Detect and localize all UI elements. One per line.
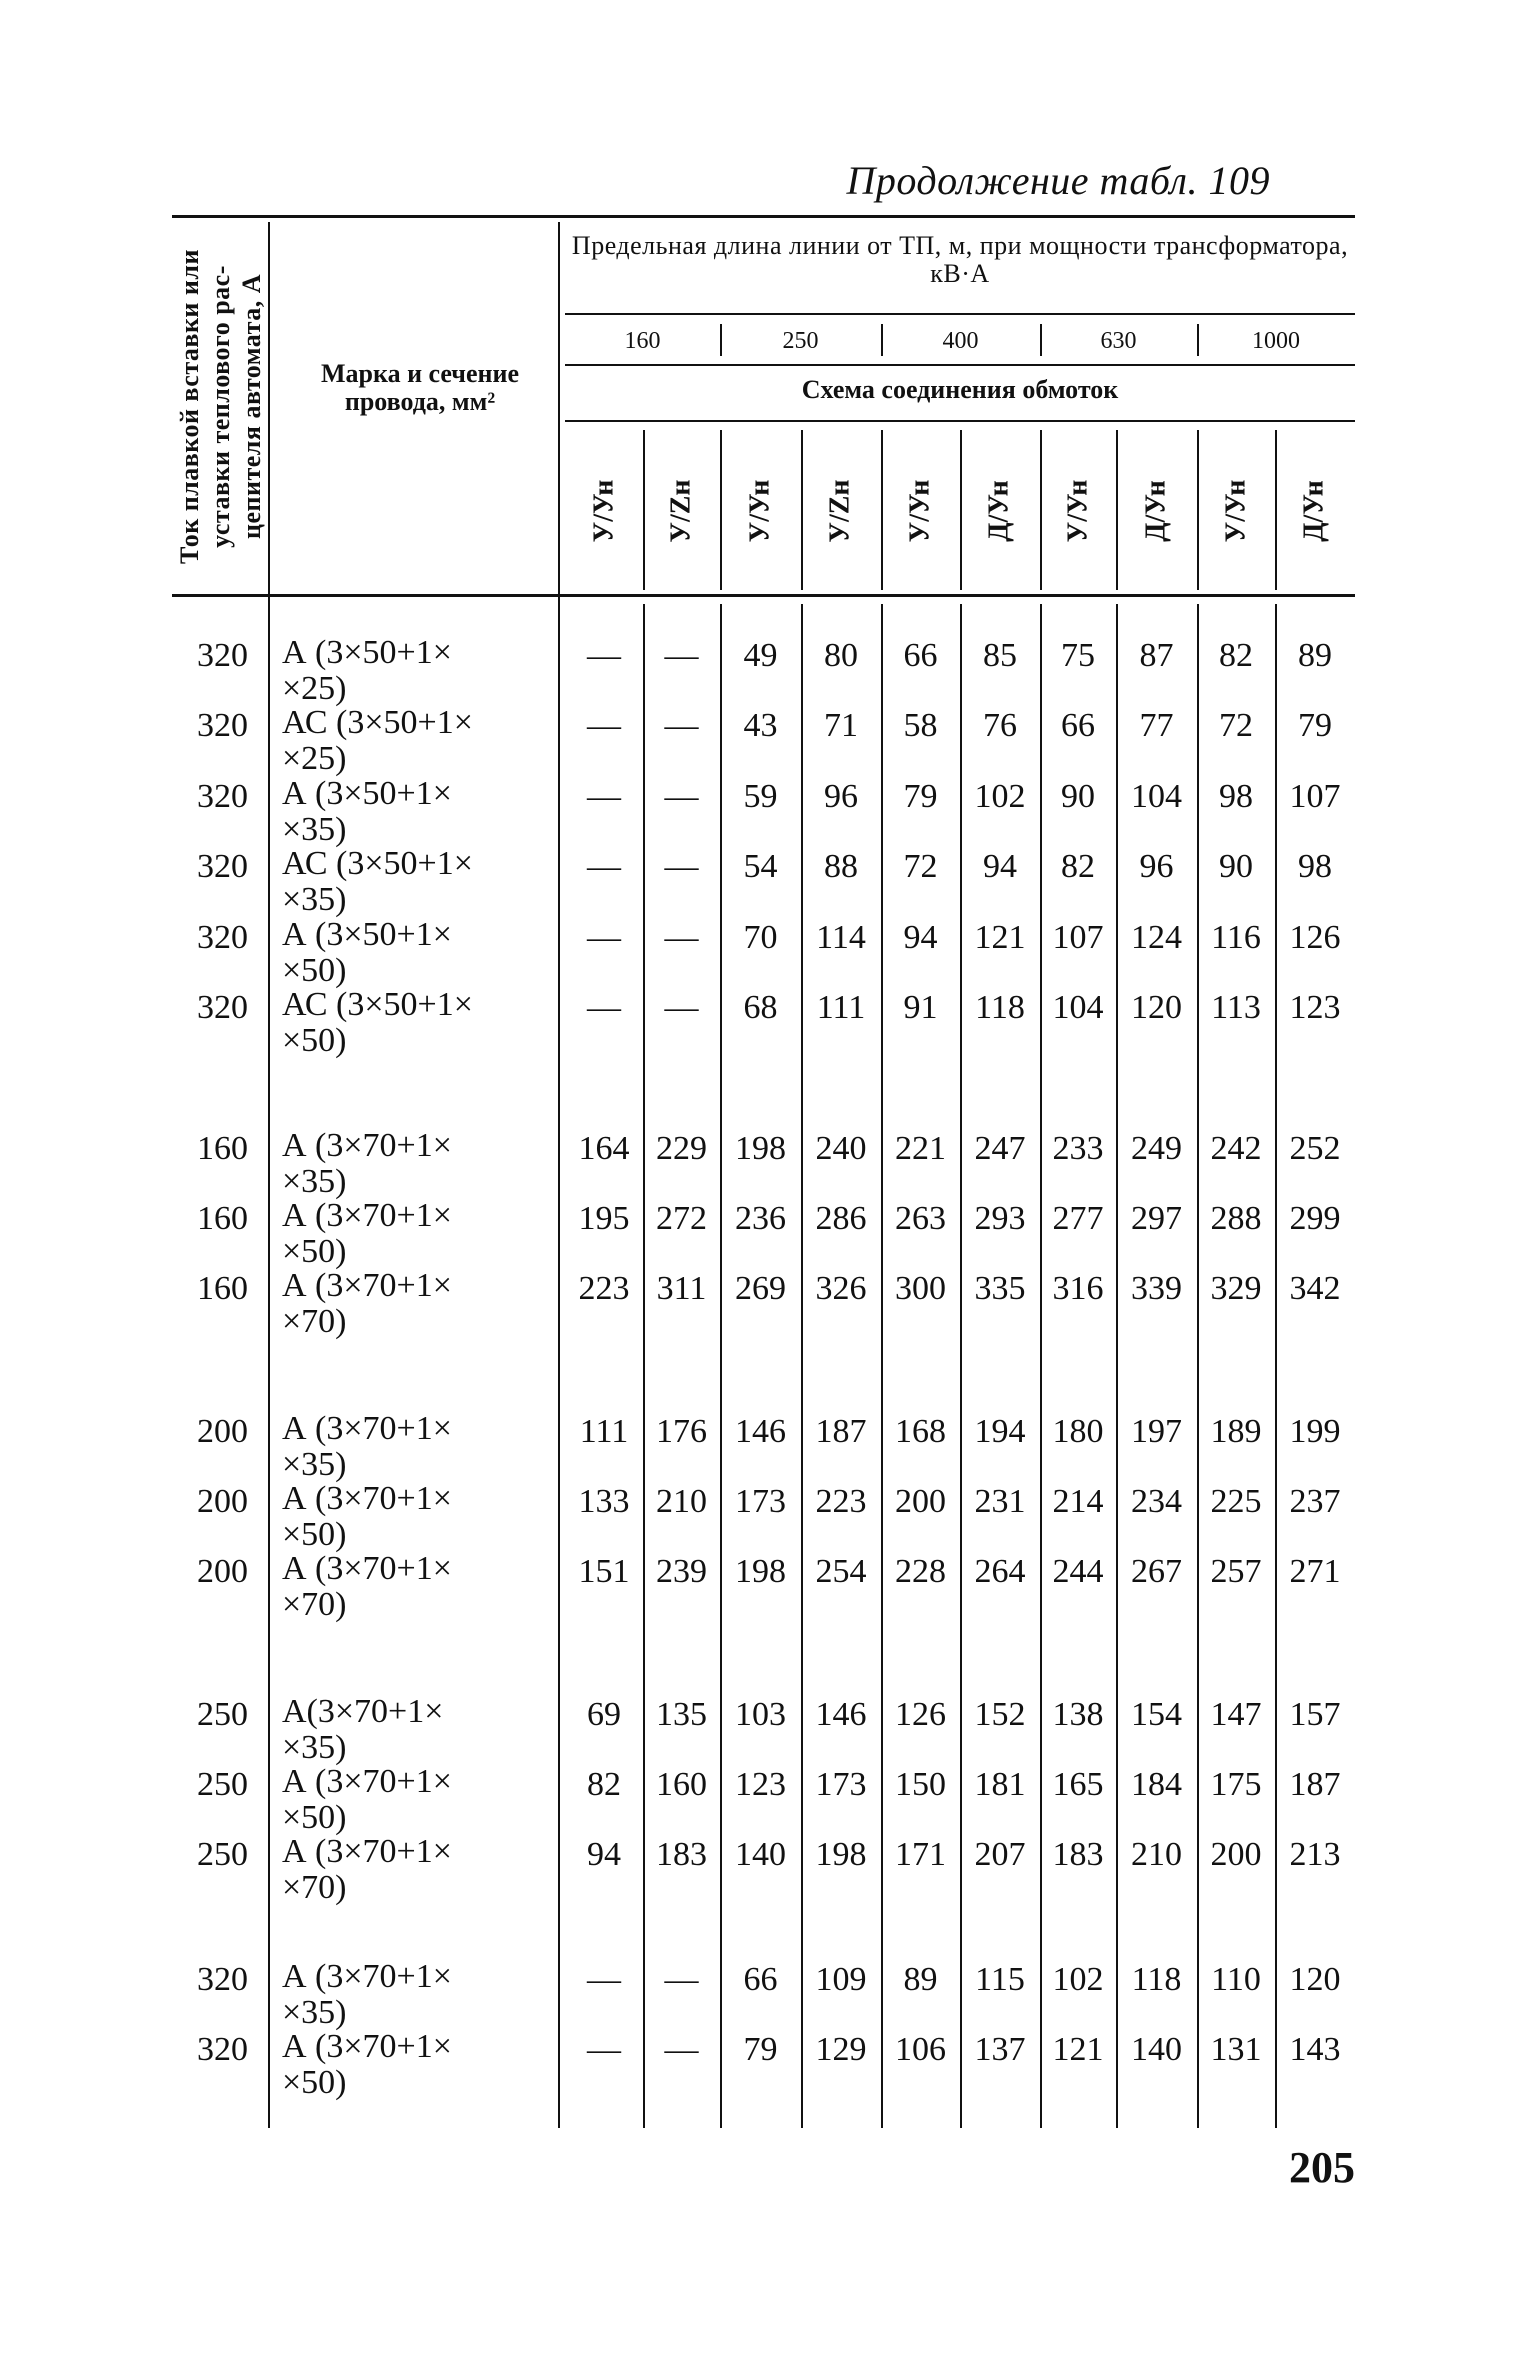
page-number: 205	[1289, 2143, 1355, 2192]
wire-cell: АС (3×50+1× ×35)	[282, 845, 473, 918]
current-cell: 200	[197, 1413, 248, 1450]
grid-line-col-sep	[1116, 604, 1118, 2128]
grid-line-col-sep	[1275, 604, 1277, 2128]
value-cell: 237	[1289, 1483, 1341, 1520]
value-cell: 187	[815, 1413, 867, 1450]
value-cell: 198	[815, 1836, 867, 1873]
value-cell: —	[664, 919, 699, 956]
value-cell: 181	[974, 1766, 1026, 1803]
value-cell: 233	[1052, 1130, 1104, 1167]
grid-line-scheme-sep	[1275, 430, 1277, 590]
value-cell: 59	[743, 778, 778, 815]
value-cell: 183	[1052, 1836, 1104, 1873]
value-cell: 183	[656, 1836, 707, 1873]
value-cell: 131	[1210, 2031, 1262, 2068]
grid-line-power-top	[565, 313, 1355, 315]
grid-line-col-sep	[1197, 604, 1199, 2128]
value-cell: 118	[1131, 1961, 1182, 1998]
value-cell: 126	[1289, 919, 1341, 956]
scheme-header-9: У/Ун	[1220, 479, 1251, 543]
power-header-400: 400	[942, 328, 979, 354]
power-header-630: 630	[1100, 328, 1137, 354]
value-cell: 102	[1052, 1961, 1104, 1998]
value-cell: 207	[974, 1836, 1026, 1873]
value-cell: —	[587, 637, 621, 674]
value-cell: 214	[1052, 1483, 1104, 1520]
value-cell: 85	[983, 637, 1017, 674]
current-cell: 160	[197, 1130, 248, 1167]
value-cell: 146	[815, 1696, 867, 1733]
value-cell: 121	[1052, 2031, 1104, 2068]
value-cell: 200	[895, 1483, 946, 1520]
wire-cell: А (3×70+1× ×35)	[282, 1958, 452, 2031]
value-cell: —	[587, 848, 621, 885]
value-cell: —	[664, 778, 699, 815]
value-cell: 299	[1289, 1200, 1341, 1237]
value-cell: 175	[1210, 1766, 1262, 1803]
value-cell: 311	[656, 1270, 707, 1307]
value-cell: 71	[824, 707, 858, 744]
value-cell: 109	[815, 1961, 867, 1998]
header-bottom-rule	[172, 594, 1355, 597]
value-cell: 210	[1131, 1836, 1182, 1873]
length-group-header: Предельная длина линии от ТП, м, при мощности трансформатора, кВ·А	[571, 231, 1349, 288]
value-cell: 70	[743, 919, 778, 956]
scheme-header-cell	[1116, 432, 1197, 590]
value-cell: 82	[587, 1766, 621, 1803]
value-cell: —	[587, 1961, 621, 1998]
value-cell: 143	[1289, 2031, 1341, 2068]
wire-cell: А (3×70+1× ×70)	[282, 1267, 452, 1340]
scheme-header-4: У/Zн	[824, 479, 856, 543]
value-cell: 195	[578, 1200, 630, 1237]
value-cell: 90	[1061, 778, 1095, 815]
value-cell: 244	[1052, 1553, 1104, 1590]
value-cell: 272	[656, 1200, 707, 1237]
value-cell: 229	[656, 1130, 707, 1167]
value-cell: 82	[1061, 848, 1095, 885]
scheme-header-3: У/Ун	[744, 479, 776, 543]
value-cell: —	[664, 707, 699, 744]
scheme-header-2: У/Zн	[665, 479, 697, 543]
scheme-header-cell	[1197, 432, 1275, 590]
value-cell: 335	[974, 1270, 1026, 1307]
value-cell: 129	[815, 2031, 867, 2068]
grid-line-col-sep	[801, 604, 803, 2128]
value-cell: 96	[1139, 848, 1174, 885]
value-cell: 165	[1052, 1766, 1104, 1803]
value-cell: 111	[816, 989, 866, 1026]
wire-cell: А(3×70+1× ×35)	[282, 1693, 444, 1766]
value-cell: 239	[656, 1553, 707, 1590]
value-cell: 146	[735, 1413, 786, 1450]
current-cell: 250	[197, 1836, 248, 1873]
value-cell: 72	[903, 848, 938, 885]
current-cell: 200	[197, 1553, 248, 1590]
value-cell: 140	[1131, 2031, 1182, 2068]
current-cell: 320	[197, 778, 248, 815]
value-cell: 257	[1210, 1553, 1262, 1590]
current-cell: 320	[197, 989, 248, 1026]
current-cell: 250	[197, 1696, 248, 1733]
value-cell: 286	[815, 1200, 867, 1237]
scheme-group-header: Схема соединения обмоток	[801, 375, 1119, 404]
value-cell: —	[587, 2031, 621, 2068]
value-cell: 88	[824, 848, 858, 885]
value-cell: 187	[1289, 1766, 1341, 1803]
wire-cell: А (3×50+1× ×35)	[282, 775, 452, 848]
value-cell: 164	[578, 1130, 630, 1167]
scheme-header-6: Д/Ун	[984, 480, 1015, 542]
value-cell: 120	[1289, 1961, 1341, 1998]
value-cell: 252	[1289, 1130, 1341, 1167]
grid-line-power-sep	[720, 324, 722, 356]
value-cell: 263	[895, 1200, 946, 1237]
wire-cell: А (3×70+1× ×70)	[282, 1550, 452, 1623]
value-cell: 111	[579, 1413, 629, 1450]
value-cell: 94	[587, 1836, 621, 1873]
scheme-header-cell	[1040, 432, 1116, 590]
grid-line-current	[268, 222, 270, 2128]
value-cell: 77	[1139, 707, 1174, 744]
wire-cell: А (3×50+1× ×25)	[282, 634, 452, 707]
power-header-250: 250	[782, 328, 819, 354]
value-cell: 98	[1298, 848, 1332, 885]
wire-cell: А (3×70+1× ×50)	[282, 1763, 452, 1836]
value-cell: —	[664, 1961, 699, 1998]
value-cell: 94	[983, 848, 1017, 885]
value-cell: 249	[1131, 1130, 1182, 1167]
value-cell: 66	[903, 637, 938, 674]
value-cell: 198	[735, 1553, 786, 1590]
value-cell: 140	[735, 1836, 786, 1873]
value-cell: 79	[743, 2031, 778, 2068]
value-cell: 271	[1289, 1553, 1341, 1590]
scheme-header-cell	[1275, 432, 1355, 590]
value-cell: 69	[587, 1696, 621, 1733]
value-cell: 342	[1289, 1270, 1341, 1307]
current-column-header-cell	[172, 222, 268, 590]
value-cell: 171	[895, 1836, 946, 1873]
current-cell: 160	[197, 1200, 248, 1237]
value-cell: 293	[974, 1200, 1026, 1237]
value-cell: 150	[895, 1766, 946, 1803]
value-cell: 151	[578, 1553, 630, 1590]
value-cell: 240	[815, 1130, 867, 1167]
scheme-header-10: Д/Ун	[1299, 480, 1330, 542]
value-cell: 198	[735, 1130, 786, 1167]
value-cell: 176	[656, 1413, 707, 1450]
value-cell: 173	[815, 1766, 867, 1803]
value-cell: 66	[743, 1961, 778, 1998]
value-cell: 82	[1219, 637, 1253, 674]
value-cell: 120	[1131, 989, 1182, 1026]
value-cell: 197	[1131, 1413, 1182, 1450]
value-cell: 160	[656, 1766, 707, 1803]
grid-line-scheme-sep	[960, 430, 962, 590]
wire-cell: А (3×70+1× ×50)	[282, 1197, 452, 1270]
value-cell: 264	[974, 1553, 1026, 1590]
value-cell: 87	[1139, 637, 1174, 674]
grid-line-scheme-top	[565, 420, 1355, 422]
grid-line-col-sep	[1040, 604, 1042, 2128]
value-cell: 200	[1210, 1836, 1262, 1873]
scheme-header-7: У/Ун	[1062, 479, 1093, 543]
value-cell: 102	[974, 778, 1026, 815]
value-cell: 189	[1210, 1413, 1262, 1450]
value-cell: 133	[578, 1483, 630, 1520]
current-cell: 320	[197, 1961, 248, 1998]
value-cell: 75	[1061, 637, 1095, 674]
power-header-160: 160	[624, 328, 661, 354]
grid-line-scheme-sep	[801, 430, 803, 590]
value-cell: 118	[975, 989, 1025, 1026]
scheme-header-1: У/Ун	[588, 479, 619, 543]
scheme-header-cell	[565, 432, 643, 590]
scheme-header-cell	[960, 432, 1040, 590]
value-cell: 329	[1210, 1270, 1262, 1307]
value-cell: 137	[974, 2031, 1026, 2068]
value-cell: 213	[1289, 1836, 1341, 1873]
value-cell: 288	[1210, 1200, 1262, 1237]
scheme-header-cell	[720, 432, 801, 590]
wire-cell: А (3×70+1× ×50)	[282, 1480, 452, 1553]
value-cell: 297	[1131, 1200, 1182, 1237]
value-cell: 242	[1210, 1130, 1262, 1167]
grid-line-power-bottom	[565, 364, 1355, 366]
value-cell: 89	[1298, 637, 1332, 674]
value-cell: 107	[1052, 919, 1104, 956]
value-cell: 126	[895, 1696, 946, 1733]
value-cell: 43	[743, 707, 778, 744]
current-cell: 320	[197, 707, 248, 744]
value-cell: 157	[1289, 1696, 1341, 1733]
value-cell: 110	[1211, 1961, 1261, 1998]
current-cell: 200	[197, 1483, 248, 1520]
value-cell: 316	[1052, 1270, 1104, 1307]
value-cell: 199	[1289, 1413, 1341, 1450]
grid-line-scheme-sep	[1116, 430, 1118, 590]
value-cell: 106	[895, 2031, 946, 2068]
grid-line-power-sep	[1040, 324, 1042, 356]
wire-cell: А (3×70+1× ×50)	[282, 2028, 452, 2101]
value-cell: 79	[903, 778, 938, 815]
value-cell: 180	[1052, 1413, 1104, 1450]
wire-column-header: Марка и сечение провода, мм²	[320, 359, 520, 416]
value-cell: 135	[656, 1696, 707, 1733]
wire-cell: А (3×70+1× ×35)	[282, 1127, 452, 1200]
current-cell: 250	[197, 1766, 248, 1803]
value-cell: 68	[743, 989, 778, 1026]
value-cell: —	[664, 848, 699, 885]
value-cell: 58	[903, 707, 938, 744]
current-cell: 320	[197, 848, 248, 885]
value-cell: 121	[974, 919, 1026, 956]
value-cell: 221	[895, 1130, 946, 1167]
value-cell: 210	[656, 1483, 707, 1520]
grid-line-power-sep	[881, 324, 883, 356]
value-cell: —	[664, 637, 699, 674]
wire-cell: А (3×70+1× ×70)	[282, 1833, 452, 1906]
value-cell: 66	[1061, 707, 1095, 744]
scheme-header-8: Д/Ун	[1140, 480, 1172, 542]
grid-line-scheme-sep	[720, 430, 722, 590]
value-cell: 49	[743, 637, 778, 674]
value-cell: 154	[1131, 1696, 1182, 1733]
current-cell: 320	[197, 637, 248, 674]
value-cell: —	[664, 2031, 699, 2068]
scheme-header-cell	[881, 432, 960, 590]
value-cell: 103	[735, 1696, 786, 1733]
value-cell: 254	[815, 1553, 867, 1590]
value-cell: 123	[1289, 989, 1341, 1026]
value-cell: 79	[1298, 707, 1332, 744]
power-header-1000: 1000	[1252, 328, 1300, 354]
scheme-header-cell	[643, 432, 720, 590]
value-cell: 194	[974, 1413, 1026, 1450]
current-cell: 160	[197, 1270, 248, 1307]
value-cell: 152	[974, 1696, 1026, 1733]
value-cell: 89	[903, 1961, 938, 1998]
current-cell: 320	[197, 919, 248, 956]
grid-line-col-sep	[881, 604, 883, 2128]
grid-line-scheme-sep	[1197, 430, 1199, 590]
value-cell: 104	[1052, 989, 1104, 1026]
grid-line-scheme-sep	[1040, 430, 1042, 590]
value-cell: 94	[903, 919, 938, 956]
value-cell: 96	[824, 778, 858, 815]
value-cell: 223	[815, 1483, 867, 1520]
grid-line-power-sep	[1197, 324, 1199, 356]
value-cell: 124	[1131, 919, 1182, 956]
value-cell: 277	[1052, 1200, 1104, 1237]
value-cell: 90	[1219, 848, 1253, 885]
value-cell: 91	[903, 989, 938, 1026]
wire-cell: А (3×50+1× ×50)	[282, 916, 452, 989]
value-cell: 231	[974, 1483, 1026, 1520]
grid-line-wire	[558, 222, 560, 2128]
wire-cell: А (3×70+1× ×35)	[282, 1410, 452, 1483]
value-cell: 115	[975, 1961, 1025, 1998]
wire-cell: АС (3×50+1× ×50)	[282, 986, 473, 1059]
table-caption: Продолжение табл. 109	[846, 158, 1270, 203]
value-cell: —	[587, 989, 621, 1026]
value-cell: 267	[1131, 1553, 1182, 1590]
value-cell: —	[587, 778, 621, 815]
value-cell: 173	[735, 1483, 786, 1520]
value-cell: 116	[1211, 919, 1261, 956]
current-column-header: Ток плавкой вставки или уставки теплового рас- цепителя автомата, А	[174, 248, 266, 564]
wire-cell: АС (3×50+1× ×25)	[282, 704, 473, 777]
value-cell: 147	[1210, 1696, 1262, 1733]
value-cell: 98	[1219, 778, 1253, 815]
value-cell: —	[664, 989, 699, 1026]
grid-line-scheme-sep	[881, 430, 883, 590]
value-cell: 269	[735, 1270, 786, 1307]
value-cell: 234	[1131, 1483, 1182, 1520]
value-cell: 113	[1211, 989, 1261, 1026]
value-cell: 168	[895, 1413, 946, 1450]
value-cell: 104	[1131, 778, 1182, 815]
value-cell: 114	[816, 919, 866, 956]
grid-line-col-sep	[960, 604, 962, 2128]
value-cell: 76	[983, 707, 1017, 744]
value-cell: —	[587, 707, 621, 744]
grid-line-col-sep	[720, 604, 722, 2128]
grid-line-scheme-sep	[643, 430, 645, 590]
value-cell: 247	[974, 1130, 1026, 1167]
value-cell: 300	[895, 1270, 946, 1307]
value-cell: 223	[578, 1270, 630, 1307]
value-cell: —	[587, 919, 621, 956]
value-cell: 228	[895, 1553, 946, 1590]
value-cell: 339	[1131, 1270, 1182, 1307]
scheme-header-5: У/Ун	[904, 479, 936, 543]
current-cell: 320	[197, 2031, 248, 2068]
value-cell: 326	[815, 1270, 867, 1307]
value-cell: 54	[743, 848, 778, 885]
value-cell: 225	[1210, 1483, 1262, 1520]
value-cell: 184	[1131, 1766, 1182, 1803]
value-cell: 138	[1052, 1696, 1104, 1733]
table-top-rule	[172, 215, 1355, 218]
value-cell: 80	[824, 637, 858, 674]
value-cell: 236	[735, 1200, 786, 1237]
scheme-header-cell	[801, 432, 881, 590]
value-cell: 123	[735, 1766, 786, 1803]
value-cell: 107	[1289, 778, 1341, 815]
value-cell: 72	[1219, 707, 1253, 744]
grid-line-col-sep	[643, 604, 645, 2128]
